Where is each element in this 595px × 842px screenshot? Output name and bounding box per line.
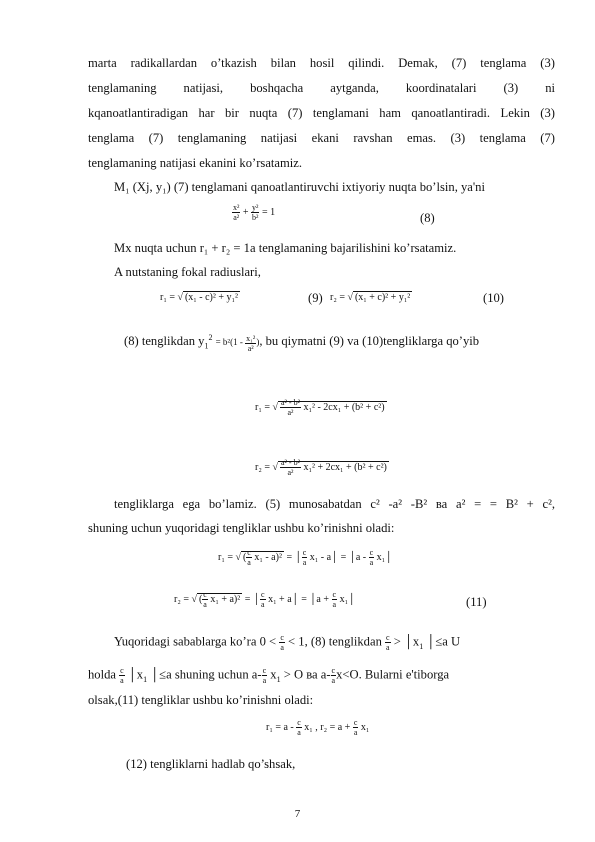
paragraph-line-13: holda $\frac{c}{a}$ $│x_1$ │≤a shuning uchun a- $\frac{c}{a}$ $x_1 > O$ ва a- $\frac{c}{a}$ x<O. Bularni e'tiborga: [88, 666, 450, 685]
paragraph-line-7: Mx nuqta uchun r₁ + r₂ = 1a tenglamaning bajarilishini ko’rsatamiz.: [114, 241, 457, 255]
line-12-text-d: │≤a U: [426, 634, 461, 649]
paragraph-line-5: tenglamaning natijasi ekanini ko’rsatamiz.: [88, 156, 303, 170]
equation-number-11: (11): [466, 595, 487, 609]
line-12-text-c: > │x: [393, 634, 420, 649]
paragraph-line-9: (8) tenglikdan $y_1^2 = b^2(1$ - $\frac{\text{x₁²}}{\text{a²}}$ ), bu qiymatni (9) va (10)tengliklarga qo’yib: [124, 333, 480, 353]
equation-number-8: (8): [420, 211, 435, 225]
line-13-text-f: x<O. Bularni e'tiborga: [336, 667, 450, 682]
paragraph-line-12: Yuqoridagi sabablarga ko’ra 0 < $\frac{c}{a}$ < 1, (8) tenglikdan $\frac{c}{a}$ > $│x_1$ │≤a U: [114, 633, 461, 652]
paragraph-line-15: (12) tengliklarni hadlab qo’shsak,: [126, 757, 296, 771]
equation-r1-expanded: r₁ = √ $\frac{\text{a² - b²}}{\text{a²}}$ x₁² - 2cx₁ + (b² + c²): [255, 398, 385, 417]
paragraph-line-10: tengliklarga ega bo’lamiz. (5) munosabatdan c² -a² -B² ва a² = = B² + c²,: [114, 497, 555, 511]
equation-number-10: (10): [483, 291, 504, 305]
line-13-text-d: x: [270, 667, 277, 682]
line-13-text-b: │x: [127, 667, 144, 682]
line-12-text-a: Yuqoridagi sabablarga ko’ra 0 <: [114, 634, 277, 649]
paragraph-line-8: A nutstaning fokal radiuslari,: [114, 265, 261, 279]
equation-number-9: (9): [308, 291, 323, 305]
equation-r2-expanded: r₂ = √ $\frac{\text{a² - b²}}{\text{a²}}$ x₁² + 2cx₁ + (b² + c²): [255, 458, 387, 477]
equation-r1: r₁ = √ (x₁ - c)² + y₁²: [160, 292, 238, 303]
line-13-text-c: │≤a shuning uchun a-: [150, 667, 262, 682]
line-13-text-a: holda: [88, 667, 116, 682]
paragraph-line-3: kqanoatlantiradigan har bir nuqta (7) tenglamani ham qanoatlantiradi. Lekin (3): [88, 106, 555, 120]
equation-ellipse: $\frac{\text{x²}}{\text{a²}}$ + $\frac{\text{y²}}{\text{b²}}$ = 1: [233, 203, 276, 222]
line-13-text-e: > O ва a-: [283, 667, 331, 682]
paragraph-line-2: tenglamaning natijasi, boshqacha aytganda, koordinatalari (3) ni: [88, 81, 555, 95]
equation-r1-abs: r₁ = √ ( $\frac{c}{a}$ x₁ - a)² = │ $\frac{c}{a}$ x₁ - a│ = │a - $\frac{c}{a}$ x₁│: [218, 548, 393, 567]
equation-12: r₁ = a - $\frac{c}{a}$ x₁ , r₂ = a + $\frac{c}{a}$ x₁: [266, 718, 370, 737]
line-9-text-a: (8) tenglikdan y: [124, 334, 205, 349]
equation-r2: r₂ = √ (x₁ + c)² + y₁²: [330, 292, 411, 303]
paragraph-line-11: shuning uchun yuqoridagi tengliklar ushbu ko’rinishni oladi:: [88, 521, 395, 535]
line-9-text-b: , bu qiymatni (9) va (10)tengliklarga qo’yib: [259, 334, 480, 349]
line-12-text-b: < 1, (8) tenglikdan: [288, 634, 382, 649]
equation-r2-abs: r₂ = √ ( $\frac{c}{a}$ x₁ + a)² = │ $\frac{c}{a}$ x₁ + a│ = │a + $\frac{c}{a}$ x₁│: [174, 590, 356, 609]
page-number: 7: [294, 808, 301, 820]
paragraph-line-14: olsak,(11) tengliklar ushbu ko’rinishni oladi:: [88, 693, 314, 707]
paragraph-line-6: M₁ (Xj, y₁) (7) tenglamani qanoatlantiruvchi ixtiyoriy nuqta bo’lsin, ya'ni: [114, 180, 485, 194]
paragraph-line-4: tenglama (7) tenglamaning natijasi ekani ravshan emas. (3) tenglama (7): [88, 131, 555, 145]
paragraph-line-1: marta radikallardan o’tkazish bilan hosil qilindi. Demak, (7) tenglama (3): [88, 56, 555, 70]
